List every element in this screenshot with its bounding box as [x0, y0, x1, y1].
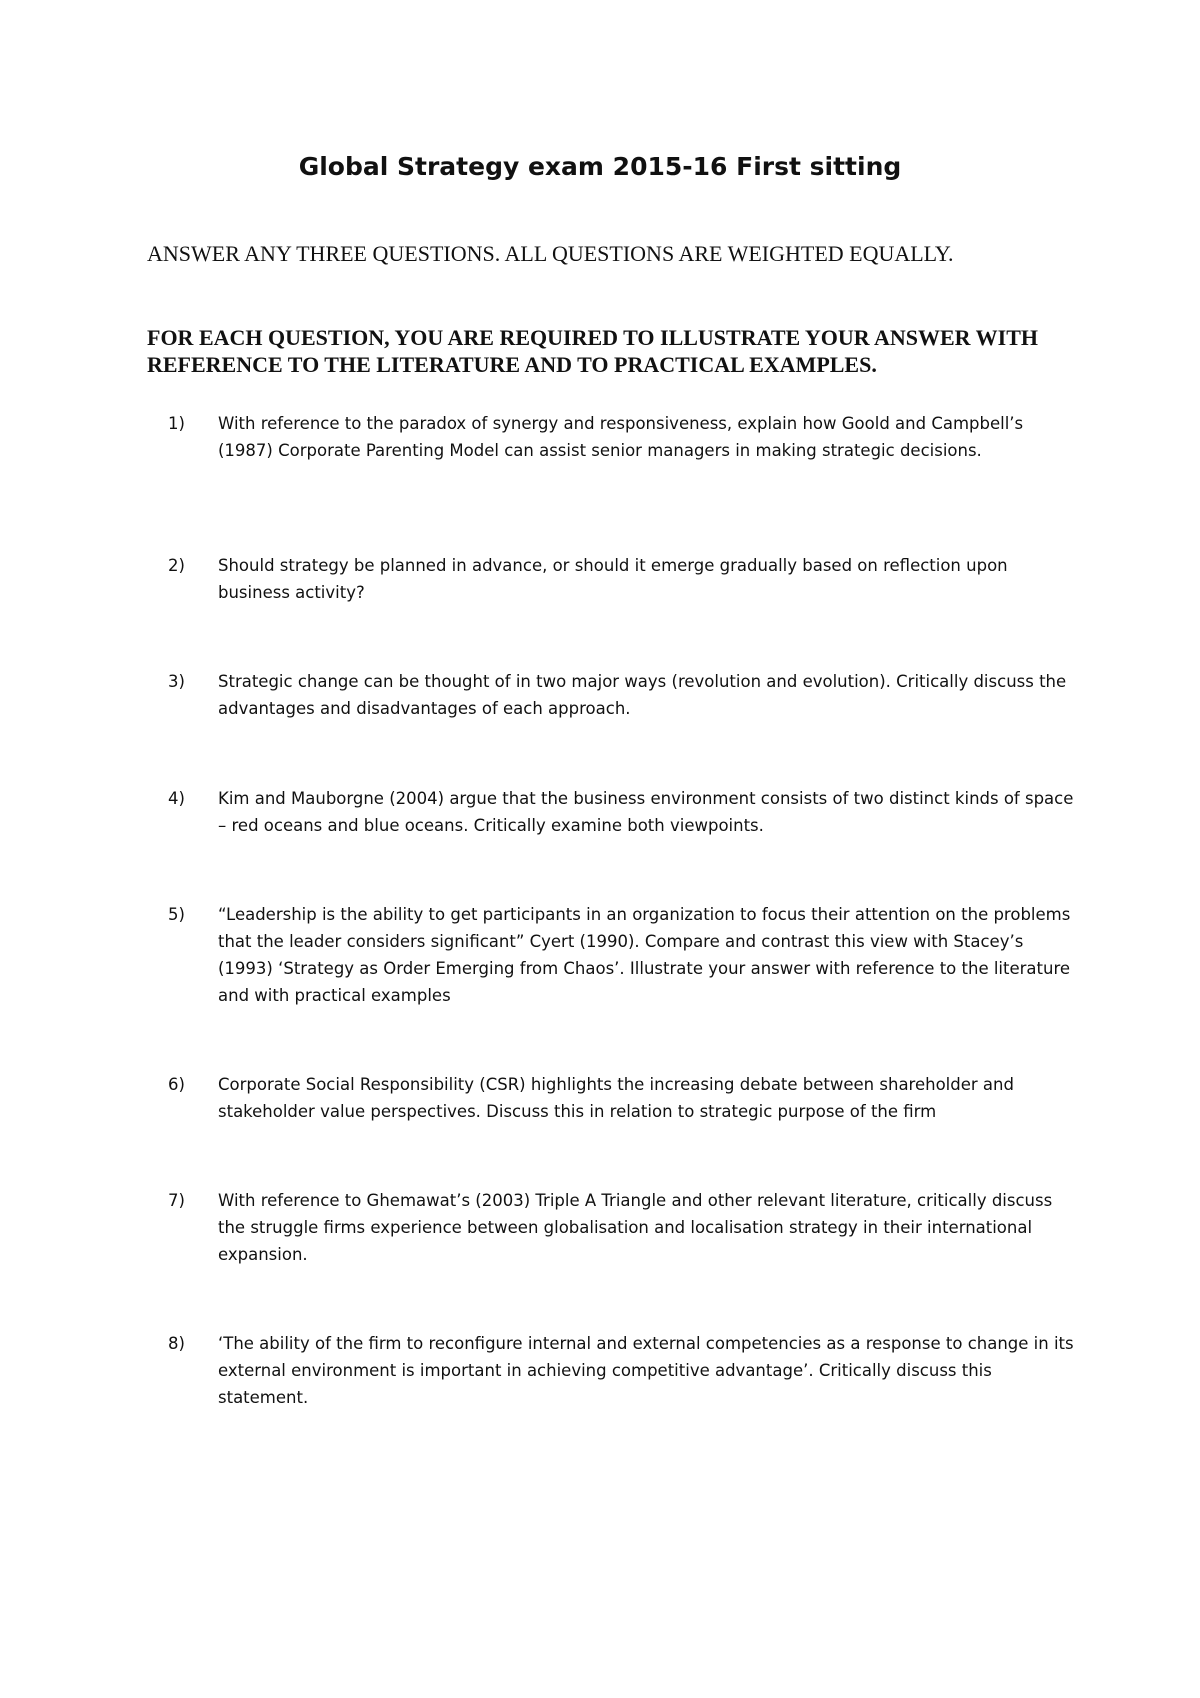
- question-number: 4): [168, 789, 185, 808]
- question-5: [168, 901, 1078, 1009]
- question-text: With reference to Ghemawat’s (2003) Triple A Triangle and other relevant literature, critically discuss the struggle firms experience between globalisation and localisation strategy in their international expansion.: [218, 1191, 1053, 1264]
- question-6: [168, 1071, 1078, 1125]
- question-number: 8): [168, 1334, 185, 1353]
- question-7: [168, 1187, 1078, 1268]
- question-text: “Leadership is the ability to get participants in an organization to focus their attention on the problems that the leader considers significant” Cyert (1990). Compare and contrast this view with Stacey’s (1993) ‘Strategy as Order Emerging from Chaos’. Illustrate your answer with reference to the literature and with practical examples: [218, 905, 1071, 1005]
- question-3: [168, 668, 1078, 722]
- question-number: 5): [168, 905, 185, 924]
- question-number: 3): [168, 672, 185, 691]
- question-1: [168, 410, 1078, 464]
- instruction-answer-three: ANSWER ANY THREE QUESTIONS. ALL QUESTIONS ARE WEIGHTED EQUALLY.: [147, 241, 954, 266]
- question-text: Strategic change can be thought of in two major ways (revolution and evolution). Critically discuss the advantages and disadvantages of each approach.: [218, 672, 1067, 718]
- question-2: [168, 552, 1078, 606]
- question-text: With reference to the paradox of synergy and responsiveness, explain how Goold and Campbell’s (1987) Corporate Parenting Model can assist senior managers in making strategic decisions.: [218, 414, 1024, 460]
- question-number: 1): [168, 414, 185, 433]
- question-text: Kim and Mauborgne (2004) argue that the business environment consists of two distinct kinds of space – red oceans and blue oceans. Critically examine both viewpoints.: [218, 789, 1074, 835]
- page-title: Global Strategy exam 2015-16 First sitting: [298, 152, 902, 181]
- question-8: [168, 1330, 1078, 1411]
- question-number: 7): [168, 1191, 185, 1210]
- question-text: ‘The ability of the firm to reconfigure internal and external competencies as a response to change in its external environment is important in achieving competitive advantage’. Critically discuss this statement.: [218, 1334, 1074, 1407]
- question-number: 2): [168, 556, 185, 575]
- question-number: 6): [168, 1075, 185, 1094]
- question-text: Corporate Social Responsibility (CSR) highlights the increasing debate between shareholder and stakeholder value perspectives. Discuss this in relation to strategic purpose of the firm: [218, 1075, 1014, 1121]
- question-text: Should strategy be planned in advance, or should it emerge gradually based on reflection upon business activity?: [218, 556, 1008, 602]
- instruction-illustrate: FOR EACH QUESTION, YOU ARE REQUIRED TO ILLUSTRATE YOUR ANSWER WITH REFERENCE TO THE LITERATURE AND TO PRACTICAL EXAMPLES.: [147, 325, 1038, 377]
- question-4: [168, 785, 1078, 839]
